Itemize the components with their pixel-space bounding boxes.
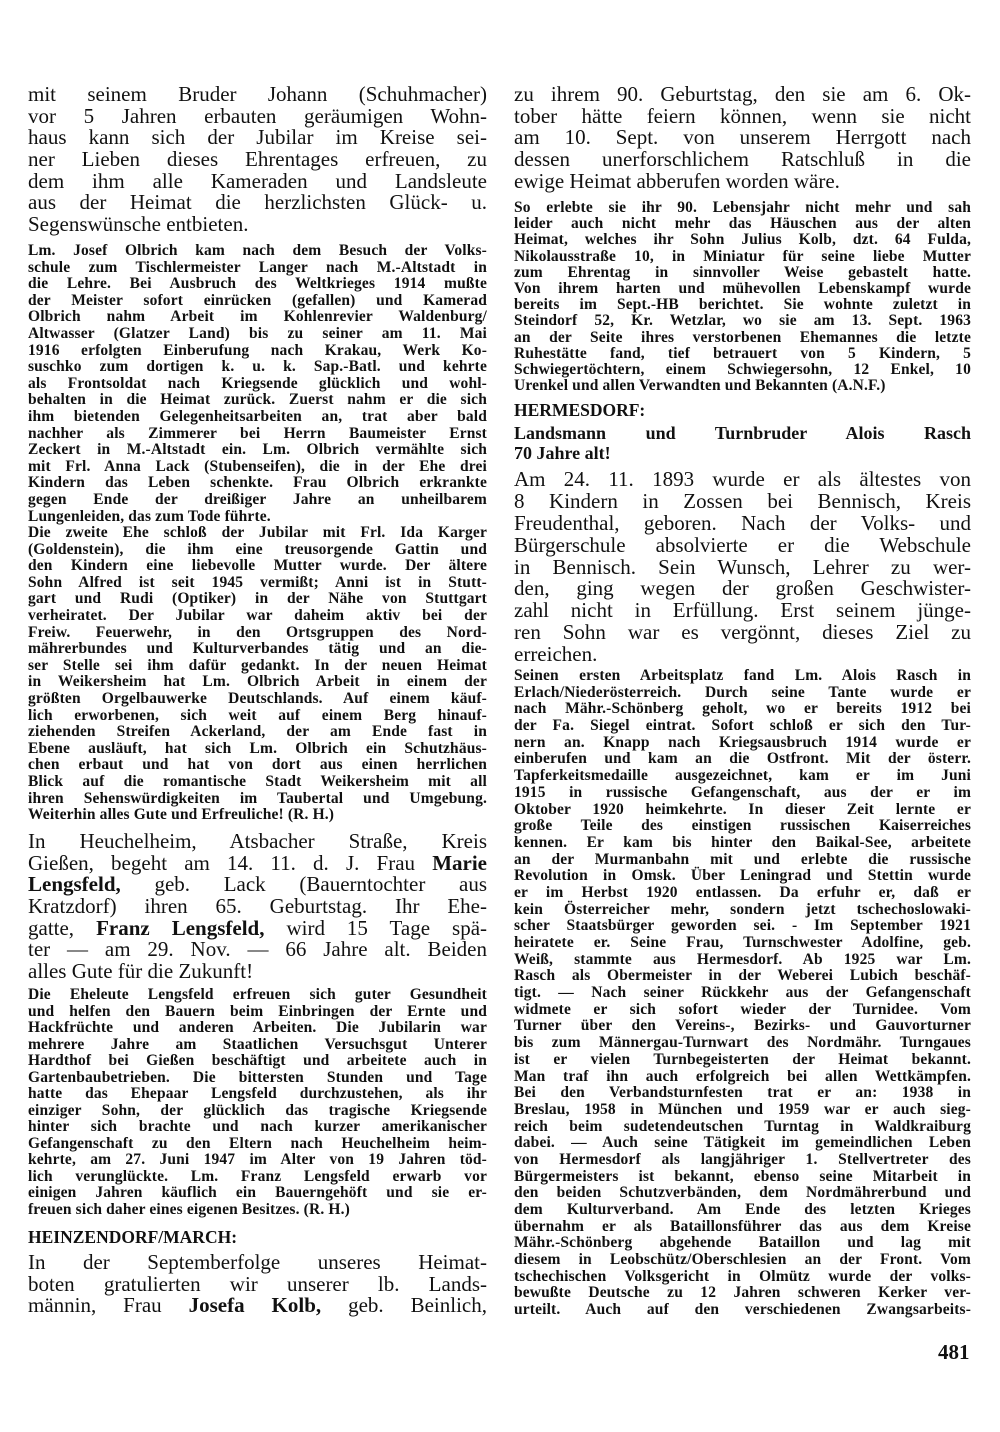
bold-name: Franz Lengsfeld, xyxy=(96,915,265,940)
text-line xyxy=(28,915,488,940)
text-line: heiratete er. Seine Frau, Turnschwester Adolfine, geb. xyxy=(514,934,971,951)
text-run: geb. Beinlich, xyxy=(321,1293,487,1318)
text-line: Kindern das Leben schenkte. Frau Olbrich erkrankte xyxy=(28,474,487,492)
text-line: Schwiegertöchtern, einem Schwiegersohn, 12 Enkel, 10 xyxy=(514,360,971,378)
text-line xyxy=(28,961,487,983)
text-line: Bei den Verbandsturnfesten trat er an: 1938 in xyxy=(514,1084,971,1102)
text-line: große Teile des einstigen russischen Kaiserreiches xyxy=(514,817,971,835)
text-line: Bürgermeisters ist bekannt, ebenso seine Mitarbeit in xyxy=(514,1167,971,1185)
text-line: mährerbundes und Kulturverbandes tätig und an die- xyxy=(28,640,487,658)
text-line: Oktober 1920 heimkehrte. In dieser Zeit lernte er xyxy=(514,800,971,818)
text-line: den beiden Schutzverbänden, dem Nordmährerbund und xyxy=(514,1184,971,1202)
text-line: Ebene ausläuft, hat sich Lm. Olbrich ein Schutzhäus- xyxy=(28,739,487,757)
paragraph-kolb-details xyxy=(514,200,971,394)
text-line: gegen Ende der dreißiger Jahre an unheilbarem xyxy=(28,490,487,508)
text-line: am 10. Sept. von unserem Herrgott nach xyxy=(514,125,971,150)
text-line xyxy=(28,831,487,853)
paragraph-olbrich-second-marriage xyxy=(28,525,487,824)
text-line: tober hätte feiern können, wenn sie nicht xyxy=(514,103,971,128)
text-line: Bürgerschule absolvierte er die Webschule xyxy=(514,532,971,557)
text-line: die Lehre. Bei Ausbruch des Weltkrieges 1914 mußte xyxy=(28,275,487,293)
text-line: Olbrich nahm Arbeit im Kohlenrevier Waldenburg/ xyxy=(28,308,487,326)
text-line: Heimat, welches ihr Sohn Julius Kolb, dzt. 64 Fulda, xyxy=(514,231,971,249)
text-run: wird 15 Tage spä- xyxy=(264,915,488,940)
text-line: dem ihm alle Kameraden und Landsleute xyxy=(28,168,487,193)
text-run: alles Gute für die Zukunft! xyxy=(28,959,254,984)
text-run: gatte, xyxy=(28,915,97,940)
text-line: Weiterhin alles Gute und Erfreuliche! (R. H.) xyxy=(28,806,335,824)
text-line xyxy=(28,1252,487,1274)
text-line xyxy=(28,874,487,896)
text-line: Gefangenschaft zu den Eltern nach Heuchelheim heim- xyxy=(28,1134,487,1152)
paragraph-olbrich-intro xyxy=(28,84,487,236)
text-line xyxy=(28,896,487,918)
text-line: kehrte, am 27. Juni 1947 im Alter von 19 Jahren töd- xyxy=(28,1151,487,1168)
bold-name: Marie xyxy=(432,850,487,875)
text-line: bereits im Sept.-HB berichtet. Sie wohnte zuletzt in xyxy=(514,296,971,314)
text-line: gart und Rudi (Optiker) in der Nähe von Stuttgart xyxy=(28,590,487,608)
text-run: In Heuchelheim, Atsbacher Straße, Kreis xyxy=(28,829,487,853)
text-line: Mähr.-Schönberg abgehende Bataillon und lag mit xyxy=(514,1234,971,1252)
text-line: 8 Kindern in Zossen bei Bennisch, Kreis xyxy=(514,488,971,513)
text-line: in Weikersheim hat Lm. Olbrich Arbeit in einem der xyxy=(28,673,487,691)
text-line: ner Lieben dieses Ehrentages erfreuen, zu xyxy=(28,147,487,172)
text-line: dessen unerforschlichem Ratschluß in die xyxy=(514,147,971,172)
text-line: mit seinem Bruder Johann (Schuhmacher) xyxy=(28,82,487,106)
text-run: boten gratulierten wir unserer lb. Lands- xyxy=(28,1271,487,1296)
text-line: Die Eheleute Lengsfeld erfreuen sich guter Gesundheit xyxy=(28,986,487,1003)
paragraph-kolb-intro xyxy=(28,1252,487,1317)
text-line: Freudenthal, geboren. Nach der Volks- und xyxy=(514,510,971,535)
text-line: Freiw. Feuerwehr, in den Ortsgruppen des Nord- xyxy=(28,623,487,641)
paragraph-rasch-intro xyxy=(514,469,971,666)
text-line: 1915 in russische Gefangenschaft, aus der er im xyxy=(514,783,971,801)
text-line: er im Herbst 1920 entlassen. Da erfuhr er, daß er xyxy=(514,883,971,901)
text-line: erreichen. xyxy=(514,642,598,667)
text-run: Kratzdorf) ihren 65. Geburtstag. Ihr Ehe- xyxy=(28,894,487,919)
text-line: als Frontsoldat nach Kriegsende glücklich und wohl- xyxy=(28,374,487,392)
text-line: Altwasser (Glatzer Land) bis zu seiner am 11. Mai xyxy=(28,324,487,342)
text-line: Die zweite Ehe schloß der Jubilar mit Frl. Ida Karger xyxy=(28,524,487,541)
text-line: den, ging wegen der großen Geschwister- xyxy=(514,576,971,601)
text-line: der Meister sofort einrücken (gefallen) und Kamerad xyxy=(28,291,487,309)
text-line: 70 Jahre alt! xyxy=(514,442,611,463)
text-line: größten Orgelbauwerke Deutschlands. Auf einem käuf- xyxy=(28,689,487,707)
text-line: diesem in Leobschütz/Oberschlesien an der Front. Vom xyxy=(514,1251,971,1269)
text-line xyxy=(28,939,487,961)
text-run: Gießen, begeht am 14. 11. d. J. Frau xyxy=(28,850,433,875)
text-line: scher Staatsbürger geworden sei. - Im September 1921 xyxy=(514,917,971,935)
text-line: vor 5 Jahren erbauten geräumigen Wohn- xyxy=(28,103,487,128)
text-line: hinter sich brachte und nach kurzer amerikanischer xyxy=(28,1118,487,1135)
text-line: Ruhestätte fand, tief betrauert von 5 Kindern, 5 xyxy=(514,344,971,362)
text-line: der Fa. Siegel eintrat. Sofort schloß er sich den Tur- xyxy=(514,717,971,735)
text-line: zahl nicht in Erfüllung. Erst seinem jünge- xyxy=(514,598,971,623)
text-line: mit Frl. Anna Lack (Stubenseifen), die in der Ehe drei xyxy=(28,457,487,475)
text-line: Gartenbaubetrieben. Die bittersten Stunden und Tage xyxy=(28,1068,487,1086)
section-heading-heinzendorf: HEINZENDORF/MARCH: xyxy=(28,1227,238,1247)
paragraph-kolb-continued xyxy=(514,84,971,192)
text-run: ter — am 29. Nov. — 66 Jahre alt. Beiden xyxy=(28,937,487,962)
text-line: und helfen den Bauern beim Einbringen der Ernte und xyxy=(28,1002,487,1020)
paragraph-lengsfeld-details xyxy=(28,987,487,1218)
text-run: geb. Lack (Bauerntochter aus xyxy=(120,872,487,897)
text-line: lich erworbenen, sich weit auf einem Berg hinauf- xyxy=(28,706,487,724)
text-line: ziehenden Streifen Ackerland, der am Ende fast in xyxy=(28,723,487,741)
text-line: ewige Heimat abberufen worden wäre. xyxy=(514,168,840,193)
text-line: dem Kulturverband. Am Ende des letzten Krieges xyxy=(514,1201,971,1218)
text-line: nach Mähr.-Schönberg geholt, wo er bereits 1912 bei xyxy=(514,700,971,718)
text-line: bewußte Deutsche zu 12 Jahren schweren Kerker ver- xyxy=(514,1284,971,1302)
text-line: Revolution in Omsk. Über Leningrad und Stettin wurde xyxy=(514,867,971,885)
text-line: ser Stelle sei ihm dafür gedankt. In der neuen Heimat xyxy=(28,656,487,674)
text-line xyxy=(28,1271,487,1296)
text-line: tschechischen Volksgericht in Olmütz wurde der volks- xyxy=(514,1267,971,1285)
text-line: an der Seite ihres verstorbenen Ehemannes die letzte xyxy=(514,328,971,346)
text-line: Turner über den Vereins-, Bezirks- und Gauvorturner xyxy=(514,1017,971,1035)
text-line: tigt. — Nach seiner Rückkehr aus der Gefangenschaft xyxy=(514,984,971,1002)
text-line: behalten in die Heimat zurück. Zuerst nahm er die sich xyxy=(28,391,487,409)
text-line: Von ihrem harten und mühevollen Lebenskampf wurde xyxy=(514,279,971,297)
text-line: suschko zum dortigen k. u. k. Sap.-Batl. und kehrte xyxy=(28,358,487,376)
text-line: hatte das Ehepaar Lengsfeld durchzustehen, als ihr xyxy=(28,1085,487,1102)
paragraph-lengsfeld-birthday xyxy=(28,831,487,983)
text-line: Am 24. 11. 1893 wurde er als ältestes von xyxy=(514,467,971,491)
text-line: Landsmann und Turnbruder Alois Rasch xyxy=(514,423,971,443)
text-line: reich beim sudetendeutschen Turntag in Waldkraiburg xyxy=(514,1117,971,1135)
text-line: Seinen ersten Arbeitsplatz fand Lm. Alois Rasch in xyxy=(514,667,971,684)
text-line: nern an. Knapp nach Kriegsausbruch 1914 wurde er xyxy=(514,733,971,751)
text-line: kein Österreicher mehr, sondern jetzt tschechoslowaki- xyxy=(514,900,971,918)
text-line: den Kindern eine liebevolle Mutter wurde. Der ältere xyxy=(28,557,487,575)
text-line: Blick auf die romantische Stadt Weikersheim mit all xyxy=(28,772,487,790)
bold-name: Lengsfeld, xyxy=(28,872,121,897)
text-line: ren Sohn war es vergönnt, dieses Ziel zu xyxy=(514,620,971,645)
text-line: ihm bietenden Gelegenheitsarbeiten an, trat aber bald xyxy=(28,407,487,425)
page-number: 481 xyxy=(938,1340,970,1364)
text-line: widmete er sich sofort wieder der Turnidee. Vom xyxy=(514,1000,971,1018)
text-line: Zeckert in M.-Altstadt ein. Lm. Olbrich vermählte sich xyxy=(28,441,487,459)
text-line: 1916 erfolgten Einberufung nach Krakau, Werk Ko- xyxy=(28,341,487,359)
paragraph-rasch-career xyxy=(514,668,971,1319)
text-line: haus kann sich der Jubilar im Kreise sei- xyxy=(28,125,487,150)
text-line: ist er vielen Turnbegeisterten der Heimat bekannt. xyxy=(514,1050,971,1068)
bold-name: Josefa Kolb, xyxy=(188,1293,322,1318)
text-line: einziger Sohn, der glücklich das tragische Kriegsende xyxy=(28,1101,487,1119)
text-line: Tapferkeitsmedaille ausgezeichnet, kam er im Juni xyxy=(514,767,971,785)
text-line: Nikolausstraße 10, in Miniatur für seine liebe Mutter xyxy=(514,247,971,265)
text-line: dabei. — Auch seine Tätigkeit im gemeindlichen Leben xyxy=(514,1134,971,1152)
text-line: kennen. Er kam bis hinter den Baikal-See, arbeitete xyxy=(514,833,971,851)
text-line: Sohn Alfred ist seit 1945 vermißt; Anni ist in Stutt- xyxy=(28,573,487,591)
text-line: einberufen und kam an die Ostfront. Mit der österr. xyxy=(514,750,971,768)
text-line xyxy=(28,1295,487,1317)
text-line: zu ihrem 90. Geburtstag, den sie am 6. Ok- xyxy=(514,82,971,106)
text-line: Man traf ihn auch erfolgreich bei allen Wettkämpfen. xyxy=(514,1067,971,1085)
text-line: Lungenleiden, das zum Tode führte. xyxy=(28,507,271,525)
text-line: in Bennisch. Sein Wunsch, Lehrer zu wer- xyxy=(514,554,971,579)
text-line: Erlach/Niederösterreich. Durch seine Tante wurde er xyxy=(514,683,971,701)
text-line: einigen Jahren käuflich ein Bauerngehöft und sie er- xyxy=(28,1184,487,1201)
text-line: von Hermesdorf als langjähriger 1. Stellvertreter des xyxy=(514,1150,971,1168)
text-line: an der Murmanbahn mit und erlebte die russische xyxy=(514,850,971,868)
text-line: freuen sich daher eines eigenen Besitzes. (R. H.) xyxy=(28,1200,350,1218)
text-line: So erlebte sie ihr 90. Lebensjahr nicht mehr und sah xyxy=(514,199,971,216)
text-line: Weiß, stammte aus Hermesdorf. Ab 1925 war Lm. xyxy=(514,950,971,968)
text-run: männin, Frau xyxy=(28,1293,189,1318)
text-line: ihren Sehenswürdigkeiten im Taubertal und Umgebung. xyxy=(28,789,487,807)
text-line: Hardthof bei Gießen beschäftigt und arbeitete auch in xyxy=(28,1052,487,1069)
text-line: mehrere Jahre am Staatlichen Versuchsgut Unterer xyxy=(28,1035,487,1053)
text-line: Segenswünsche entbieten. xyxy=(28,212,249,237)
text-line: nachher als Zimmerer bei Herrn Baumeister Ernst xyxy=(28,424,487,442)
text-line: übernahm er als Bataillonsführer das aus dem Kreise xyxy=(514,1217,971,1235)
text-line: Urenkel und allen Verwandten und Bekannten (A.N.F.) xyxy=(514,377,886,395)
text-line: Lm. Josef Olbrich kam nach dem Besuch der Volks- xyxy=(28,242,487,259)
text-line: urteilt. Auch auf den verschiedenen Zwangsarbeits- xyxy=(514,1301,971,1319)
text-line: (Goldenstein), die ihm eine treusorgende Gattin und xyxy=(28,540,487,558)
text-line: schule zum Tischlermeister Langer nach M.-Altstadt in xyxy=(28,258,487,276)
article-subheading-rasch xyxy=(514,424,971,463)
text-line: lich verunglückte. Lm. Franz Lengsfeld erwarb vor xyxy=(28,1167,487,1185)
text-line: bis zum Männergau-Turnwart des Nordmähr. Turngaues xyxy=(514,1034,971,1052)
section-heading-hermesdorf: HERMESDORF: xyxy=(514,400,646,420)
text-line xyxy=(28,850,487,875)
text-run: In der Septemberfolge unseres Heimat- xyxy=(28,1250,487,1274)
text-line: leider auch nicht mehr das Häuschen aus der alten xyxy=(514,215,971,233)
text-line: Hackfrüchte und anderen Arbeiten. Die Jubilarin war xyxy=(28,1019,487,1036)
text-line: aus der Heimat die herzlichsten Glück- u. xyxy=(28,190,487,215)
text-line: chen erbaut und hat von dort aus einen herrlichen xyxy=(28,756,487,774)
text-line: verheiratet. Der Jubilar war daheim aktiv bei der xyxy=(28,606,487,624)
text-line: Breslau, 1958 in München und 1959 war er auch sieg- xyxy=(514,1100,971,1118)
text-line: Rasch als Obermeister in der Weberei Lubich beschäf- xyxy=(514,967,971,985)
text-line: Steindorf 52, Kr. Wetzlar, wo sie am 13. Sept. 1963 xyxy=(514,312,971,330)
text-line: zum Ehrentag in sinnvoller Weise gebastelt hatte. xyxy=(514,263,971,281)
paragraph-olbrich-career xyxy=(28,243,487,525)
